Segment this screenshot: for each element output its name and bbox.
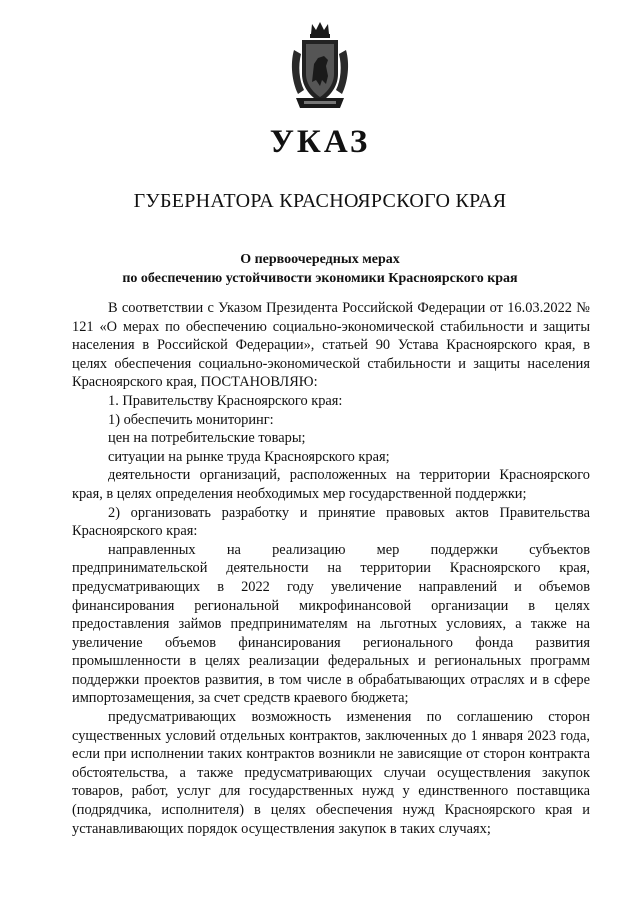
document-title-line: по обеспечению устойчивости экономики Красноярского края: [122, 271, 518, 286]
paragraph: направленных на реализацию мер поддержки субъектов предпринимательской деятельности на территории Красноярского края, предусматривающих в 2022 году увеличение направлений и объемов финансирования региональной микрофинансовой организации в целях предоставления займов предпринимателям на льготных условиях, а также на увеличение объемов финансирования регионального фонда развития промышленности в целях реализации федеральных и региональных программ поддержки проектов развития, в том числе в обрабатывающих отраслях и в сфере импортозамещения, за счет средств краевого бюджета;: [72, 541, 590, 707]
paragraph: 1. Правительству Красноярского края:: [108, 392, 343, 409]
document-body: [72, 299, 590, 838]
paragraph: 2) организовать разработку и принятие правовых актов Правительства Красноярского края:: [72, 504, 590, 540]
document-title-line: О первоочередных мерах: [240, 252, 400, 267]
paragraph: цен на потребительские товары;: [108, 430, 306, 447]
paragraph: В соответствии с Указом Президента Российской Федерации от 16.03.2022 № 121 «О мерах по обеспечению социально-экономической стабильности и защиты населения в Российской Федерации», статьей 90 Устава Красноярского края, в целях обеспечения социально-экономической стабильности и защиты населения Красноярского края, ПОСТАНОВЛЯЮ:: [72, 300, 590, 391]
paragraph: деятельности организаций, расположенных на территории Красноярского края, в целях определения необходимых мер государственной поддержки;: [72, 467, 590, 502]
paragraph: предусматривающих возможность изменения по соглашению сторон существенных условий отдельных контрактов, заключенных до 1 января 2023 года, если при исполнении таких контрактов возникли не зависящие от сторон контракта обстоятельства, а также предусматривающих случаи осуществления закупок товаров, работ, услуг для государственных нужд у единственного поставщика (подрядчика, исполнителя) в целях обеспечения нужд Красноярского края и устанавливающих порядок осуществления закупок в таких случаях;: [72, 709, 590, 837]
document-type: УКАЗ: [269, 124, 371, 160]
document-issuer: ГУБЕРНАТОРА КРАСНОЯРСКОГО КРАЯ: [133, 190, 507, 212]
paragraph: 1) обеспечить мониторинг:: [108, 411, 274, 428]
coat-of-arms-emblem: [288, 20, 352, 112]
paragraph: ситуации на рынке труда Красноярского края;: [108, 448, 390, 465]
document-title: [0, 250, 640, 288]
